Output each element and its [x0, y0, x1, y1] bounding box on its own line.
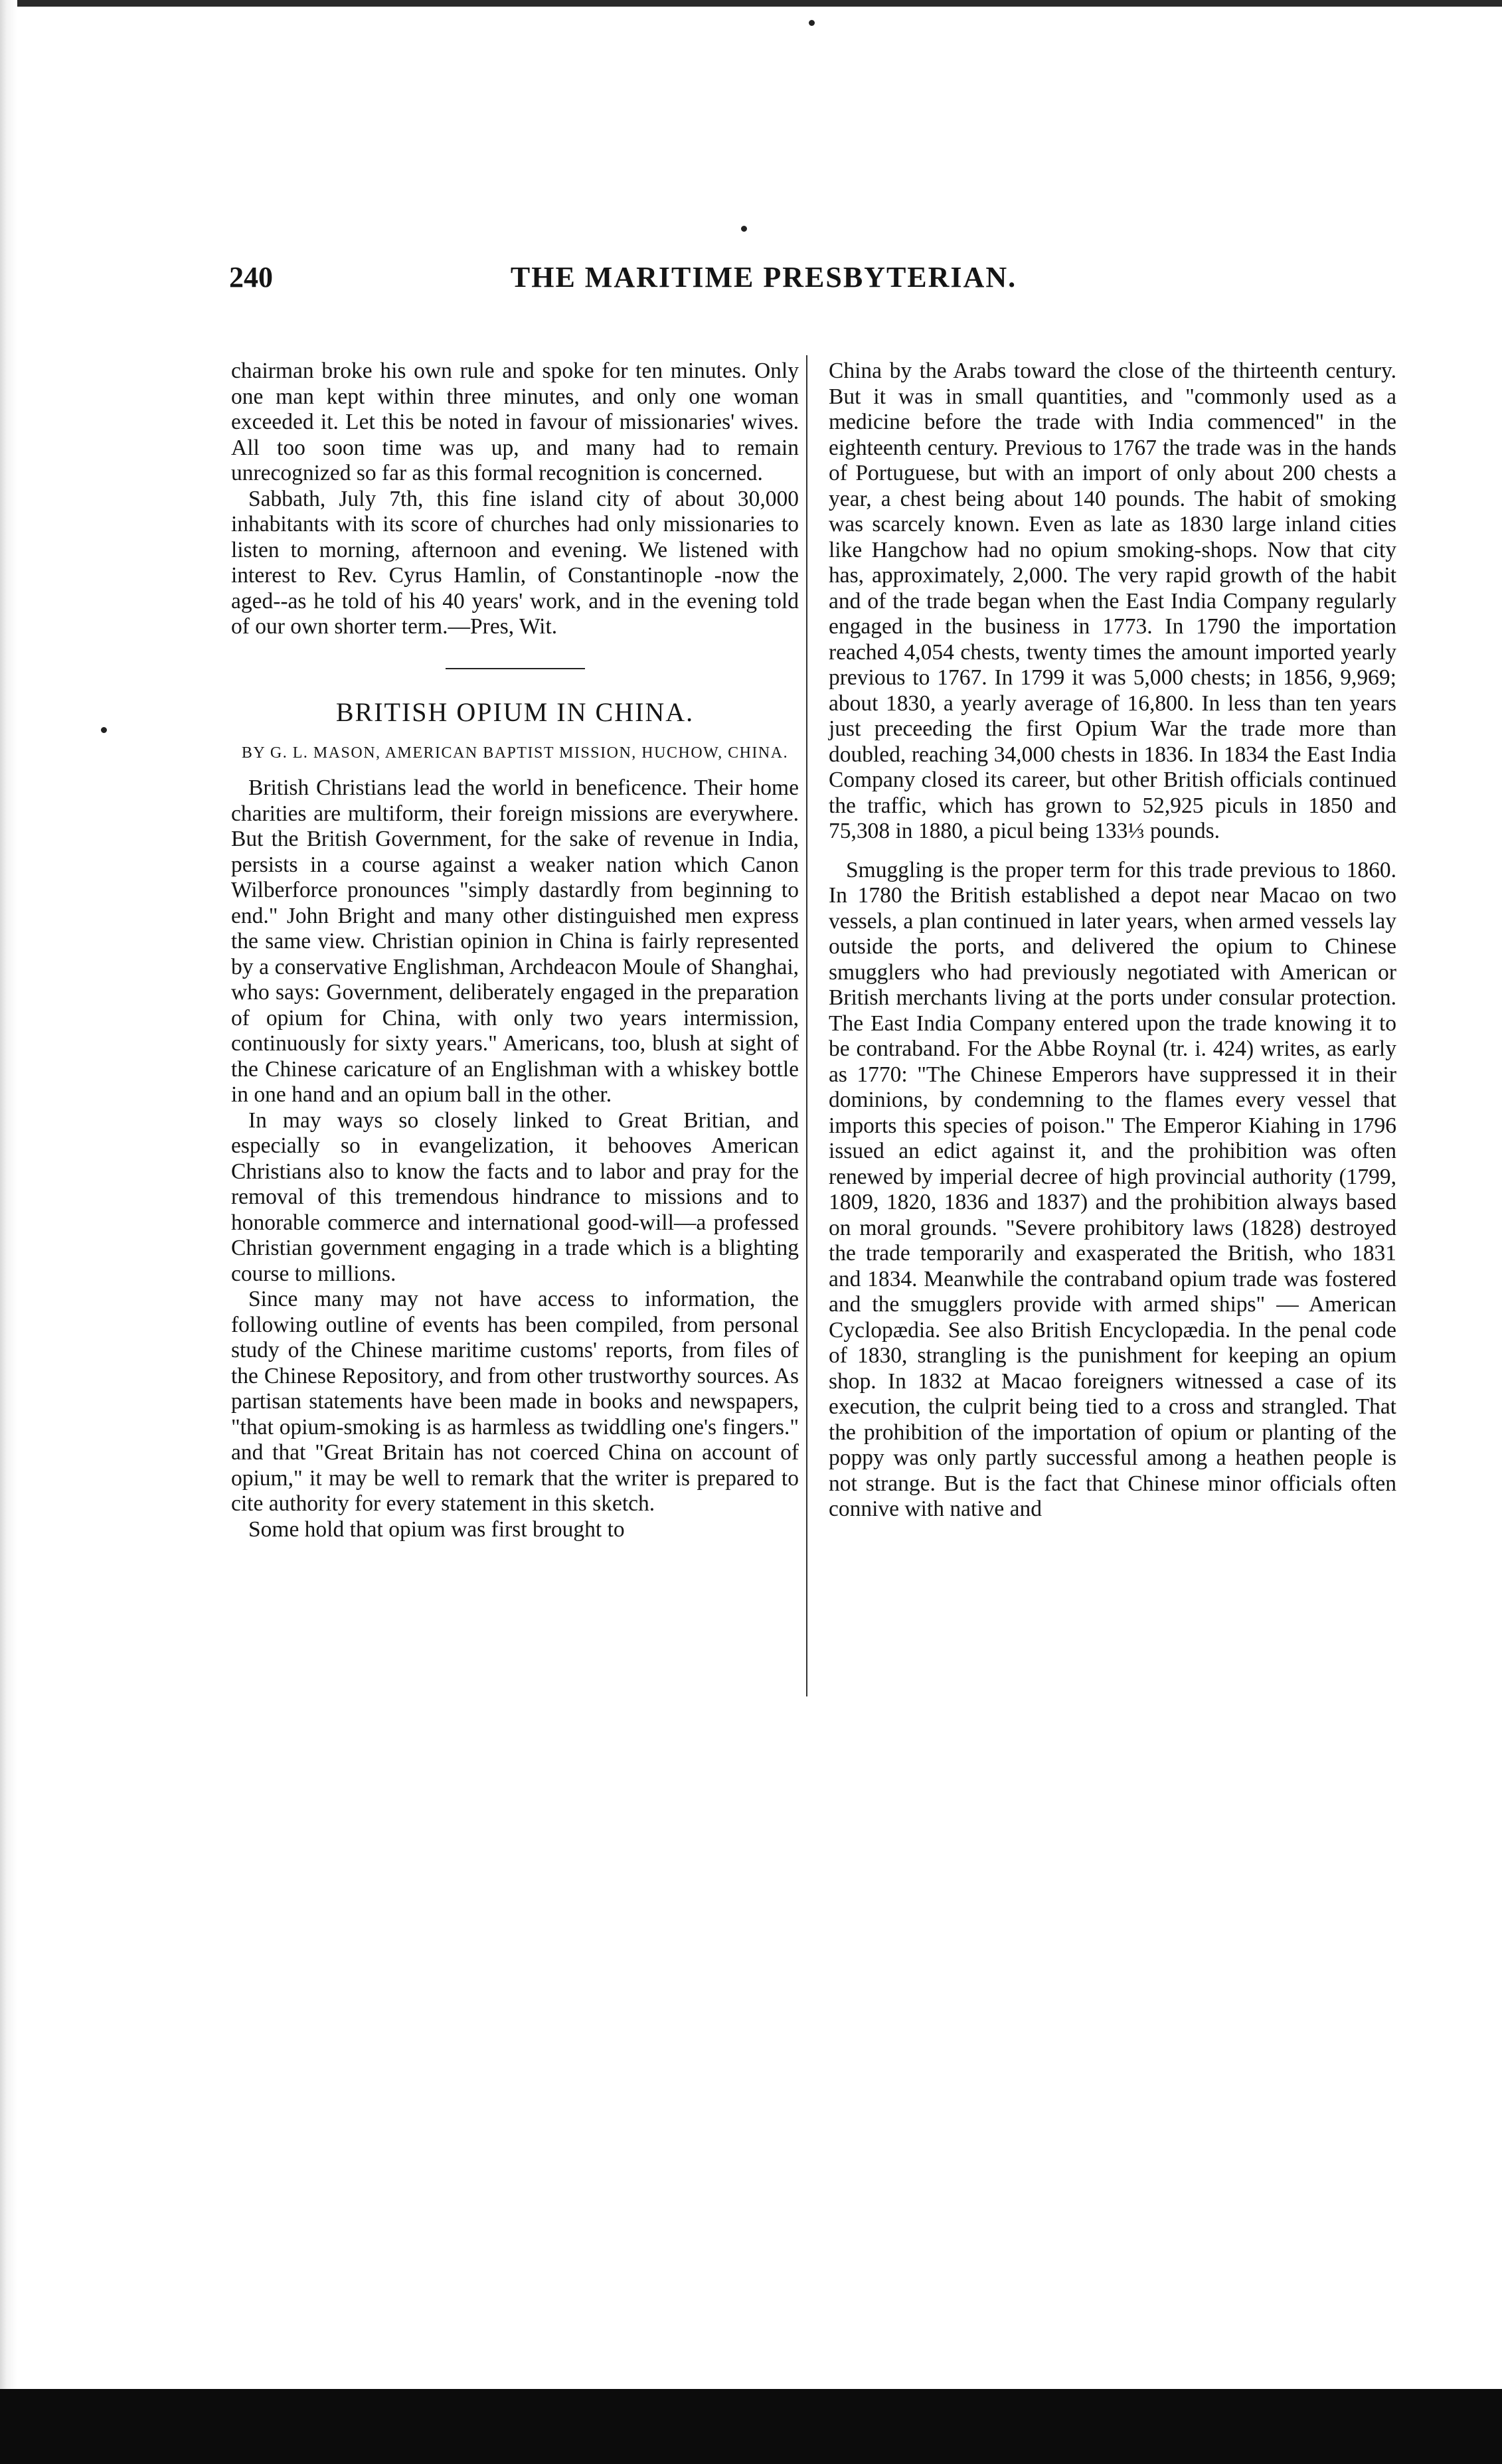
article-byline: BY G. L. MASON, AMERICAN BAPTIST MISSION, HUCHOW, CHINA.: [241, 744, 789, 762]
paragraph: Since many may not have access to information, the following outline of events has been compiled, from personal study of the Chinese maritime customs' reports, from files of the Chinese Repository, and from other trustworthy sources. As partisan statements have been made in books and newspapers, "that opium-smoking is as harmless as twiddling one's fingers." and that "Great Britain has not coerced China on account of opium," it may be well to remark that the writer is prepared to cite authority for every statement in this sketch.: [231, 1287, 799, 1516]
page-number: 240: [229, 261, 273, 293]
paragraph: British Christians lead the world in beneficence. Their home charities are multiform, their foreign missions are everywhere. But the British Government, for the sake of revenue in India, persists in a course against a weaker nation which Canon Wilberforce pronounces "simply dastardly from beginning to end." John Bright and many other distinguished men express the same view. Christian opinion in China is fairly represented by a conservative Englishman, Archdeacon Moule of Shanghai, who says: Government, deliberately engaged in the preparation of opium for China, with only two years intermission, continuously for sixty years." Americans, too, blush at sight of the Chinese caricature of an Englishman with a whiskey bottle in one hand and an opium ball in the other.: [231, 776, 799, 1107]
scan-bottom-border: [0, 2389, 1502, 2464]
journal-title: THE MARITIME PRESBYTERIAN.: [510, 261, 1017, 293]
left-column: [231, 359, 799, 1542]
paragraph: Sabbath, July 7th, this fine island city of about 30,000 inhabitants with its score of churches had only missionaries to listen to morning, afternoon and evening. We listened with interest to Rev. Cyrus Hamlin, of Constantinople -now the aged--as he told of his 40 years' work, and in the evening told of our own shorter term.—Pres, Wit.: [231, 486, 799, 639]
scan-left-edge: [0, 0, 17, 2464]
paragraph: Some hold that opium was first brought to: [248, 1517, 625, 1542]
scan-top-border: [0, 0, 1502, 7]
article-title: BRITISH OPIUM IN CHINA.: [335, 697, 695, 727]
scan-speck: [741, 226, 747, 232]
paragraph-gap: [829, 845, 1396, 858]
running-head: [229, 260, 1298, 307]
right-column: [829, 359, 1396, 1522]
scan-speck: [809, 20, 815, 26]
column-divider: [806, 355, 807, 1696]
paragraph: Smuggling is the proper term for this trade previous to 1860. In 1780 the British established a depot near Macao on two vessels, a plan continued in later years, when armed vessels lay outside the ports, and delivered the opium to Chinese smugglers who had previously negotiated with American or British merchants living at the ports under consular protection. The East India Company entered upon the trade knowing it to be contraband. For the Abbe Roynal (tr. i. 424) writes, as early as 1770: "The Chinese Emperors have suppressed it in their dominions, by condemning to the flames every vessel that imports this species of poison." The Emperor Kiahing in 1796 issued an edict against it, and the prohibition was often renewed by imperial decree of high provincial authority (1799, 1809, 1820, 1836 and 1837) and the prohibition always based on moral grounds. "Severe prohibitory laws (1828) destroyed the trade temporarily and exasperated the British, who 1831 and 1834. Meanwhile the contraband opium trade was fostered and the smugglers provide with armed ships" — American Cyclopædia. See also British Encyclopædia. In the penal code of 1830, strangling is the punishment for keeping an opium shop. In 1832 at Macao foreigners witnessed a case of its execution, the culprit being tied to a cross and strangled. That the prohibition of the importation of opium or planting of the poppy was only partly successful among a heathen people is not strange. But is the fact that Chinese minor officials often connive with native and: [829, 857, 1396, 1521]
paragraph: chairman broke his own rule and spoke for ten minutes. Only one man kept within three minutes, and only one woman exceeded it. Let this be noted in favour of missionaries' wives. All too soon time was up, and many had to remain unrecognized so far as this formal recognition is concerned.: [231, 359, 799, 485]
scan-speck: [101, 727, 107, 733]
paragraph: In may ways so closely linked to Great Britian, and especially so in evangelization, it behooves American Christians also to know the facts and to labor and pray for the removal of this tremendous hindrance to missions and to honorable commerce and international good-will—a professed Christian government engaging in a trade which is a blighting course to millions.: [231, 1108, 799, 1286]
paragraph: China by the Arabs toward the close of the thirteenth century. But it was in small quantities, and "commonly used as a medicine before the trade with India commenced" in the eighteenth century. Previous to 1767 the trade was in the hands of Portuguese, but with an import of only about 200 chests a year, a chest being about 140 pounds. The habit of smoking was scarcely known. Even as late as 1830 large inland cities like Hangchow had no opium smoking-shops. Now that city has, approximately, 2,000. The very rapid growth of the habit and of the trade began when the East India Company regularly engaged in the business in 1773. In 1790 the importation reached 4,054 chests, twenty times the amount imported yearly previous to 1767. In 1799 it was 5,000 chests; in 1856, 9,969; about 1830, a yearly average of 16,800. In less than ten years just preceeding the first Opium War the trade more than doubled, reaching 34,000 chests in 1836. In 1834 the East India Company closed its career, but other British officials continued the traffic, which has grown to 52,925 piculs in 1850 and 75,308 in 1880, a picul being 133⅓ pounds.: [829, 359, 1396, 843]
article-separator: [446, 668, 585, 669]
